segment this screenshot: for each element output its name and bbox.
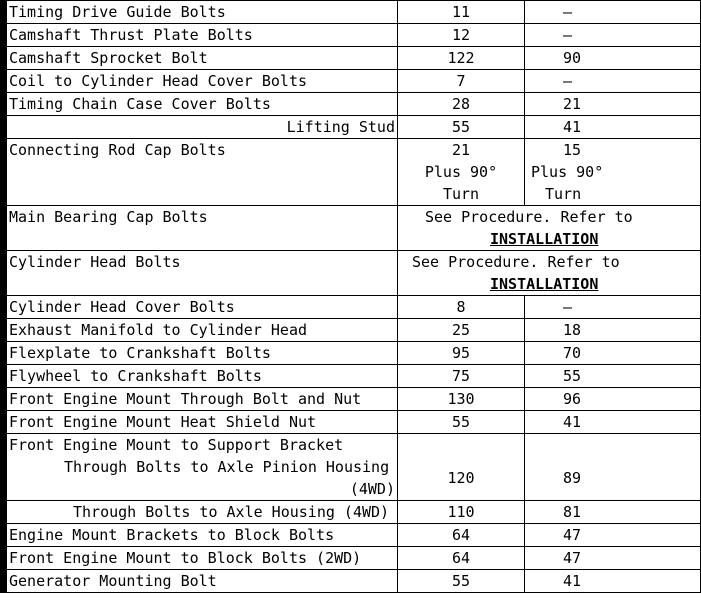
note-cell: [398, 206, 701, 251]
ftlbs-cell: [525, 139, 701, 206]
note-text: See Procedure. Refer to: [412, 253, 620, 271]
ftlbs-cell: –: [525, 70, 701, 93]
ftlbs-cell: 47: [525, 524, 701, 547]
item-cell: Flywheel to Crankshaft Bolts: [4, 365, 398, 388]
ftlbs-cell: [525, 434, 701, 457]
item-cell: [4, 456, 398, 501]
table-row: [4, 24, 701, 47]
table-row: [4, 456, 701, 501]
item-subitem-text: (4WD): [349, 480, 395, 498]
nm-cell: 7: [398, 70, 525, 93]
item-cell: Exhaust Manifold to Cylinder Head: [4, 319, 398, 342]
nm-cell: 11: [398, 1, 525, 24]
nm-line: Plus 90°: [424, 163, 498, 181]
nm-cell: 55: [398, 411, 525, 434]
item-cell: Camshaft Sprocket Bolt: [4, 47, 398, 70]
item-cell: Cylinder Head Bolts: [4, 251, 398, 296]
nm-cell: 110: [398, 501, 525, 524]
note-text: See Procedure. Refer to: [425, 208, 633, 226]
item-cell: [4, 501, 398, 524]
ftlbs-cell: 55: [525, 365, 701, 388]
table-row: [4, 116, 701, 139]
item-cell: Timing Chain Case Cover Bolts: [4, 93, 398, 116]
ftlbs-line: 15: [563, 141, 582, 159]
nm-cell: 55: [398, 116, 525, 139]
nm-cell: 8: [398, 296, 525, 319]
table-row: [4, 365, 701, 388]
item-cell: Cylinder Head Cover Bolts: [4, 296, 398, 319]
table-row: [4, 388, 701, 411]
item-subitem-text: Lifting Stud: [286, 118, 395, 136]
ftlbs-cell: 41: [525, 411, 701, 434]
nm-cell: 122: [398, 47, 525, 70]
table-row: [4, 47, 701, 70]
item-cell: Main Bearing Cap Bolts: [4, 206, 398, 251]
table-row: [4, 93, 701, 116]
ftlbs-cell: 41: [525, 570, 701, 593]
ftlbs-cell: 81: [525, 501, 701, 524]
ftlbs-cell: 18: [525, 319, 701, 342]
ftlbs-cell: 96: [525, 388, 701, 411]
table-row: [4, 139, 701, 206]
nm-line: Turn: [442, 185, 480, 203]
table-row: [4, 1, 701, 24]
item-cell: Flexplate to Crankshaft Bolts: [4, 342, 398, 365]
nm-cell: 120: [398, 456, 525, 501]
item-cell: Front Engine Mount to Support Bracket: [4, 434, 398, 457]
ftlbs-cell: 47: [525, 547, 701, 570]
table-row: [4, 411, 701, 434]
note-cell: [398, 251, 701, 296]
table-row: [4, 70, 701, 93]
item-cell: Front Engine Mount Through Bolt and Nut: [4, 388, 398, 411]
item-cell: [4, 116, 398, 139]
table-row: [4, 434, 701, 457]
nm-cell: 95: [398, 342, 525, 365]
item-cell: Front Engine Mount to Block Bolts (2WD): [4, 547, 398, 570]
ftlbs-line: Turn: [545, 185, 582, 203]
ftlbs-cell: –: [525, 296, 701, 319]
nm-cell: 75: [398, 365, 525, 388]
nm-cell: 55: [398, 570, 525, 593]
item-subitem-text: Through Bolts to Axle Housing (4WD): [73, 503, 390, 521]
table-row: [4, 524, 701, 547]
item-cell: Engine Mount Brackets to Block Bolts: [4, 524, 398, 547]
item-cell: Connecting Rod Cap Bolts: [4, 139, 398, 206]
nm-cell: 64: [398, 524, 525, 547]
item-cell: Generator Mounting Bolt: [4, 570, 398, 593]
nm-cell: 64: [398, 547, 525, 570]
table-row: [4, 547, 701, 570]
ftlbs-cell: 70: [525, 342, 701, 365]
table-row: [4, 570, 701, 593]
ftlbs-cell: 41: [525, 116, 701, 139]
table-row: [4, 206, 701, 251]
item-cell: Timing Drive Guide Bolts: [4, 1, 398, 24]
installation-link[interactable]: INSTALLATION: [490, 275, 599, 293]
installation-link[interactable]: INSTALLATION: [490, 230, 599, 248]
nm-line: 21: [451, 141, 471, 159]
item-subitem-text: Through Bolts to Axle Pinion Housing: [64, 458, 390, 476]
table-row: [4, 296, 701, 319]
item-cell: Coil to Cylinder Head Cover Bolts: [4, 70, 398, 93]
ftlbs-cell: –: [525, 1, 701, 24]
ftlbs-cell: 21: [525, 93, 701, 116]
ftlbs-cell: 90: [525, 47, 701, 70]
nm-cell: 12: [398, 24, 525, 47]
table-row: [4, 319, 701, 342]
item-cell: Front Engine Mount Heat Shield Nut: [4, 411, 398, 434]
table-row: [4, 251, 701, 296]
nm-cell: [398, 139, 525, 206]
ftlbs-cell: 89: [525, 456, 701, 501]
nm-cell: 28: [398, 93, 525, 116]
item-cell: Camshaft Thrust Plate Bolts: [4, 24, 398, 47]
nm-cell: 25: [398, 319, 525, 342]
table-row: [4, 342, 701, 365]
ftlbs-cell: –: [525, 24, 701, 47]
ftlbs-line: Plus 90°: [531, 163, 604, 181]
nm-cell: 130: [398, 388, 525, 411]
nm-cell: [398, 434, 525, 457]
table-row: [4, 501, 701, 524]
